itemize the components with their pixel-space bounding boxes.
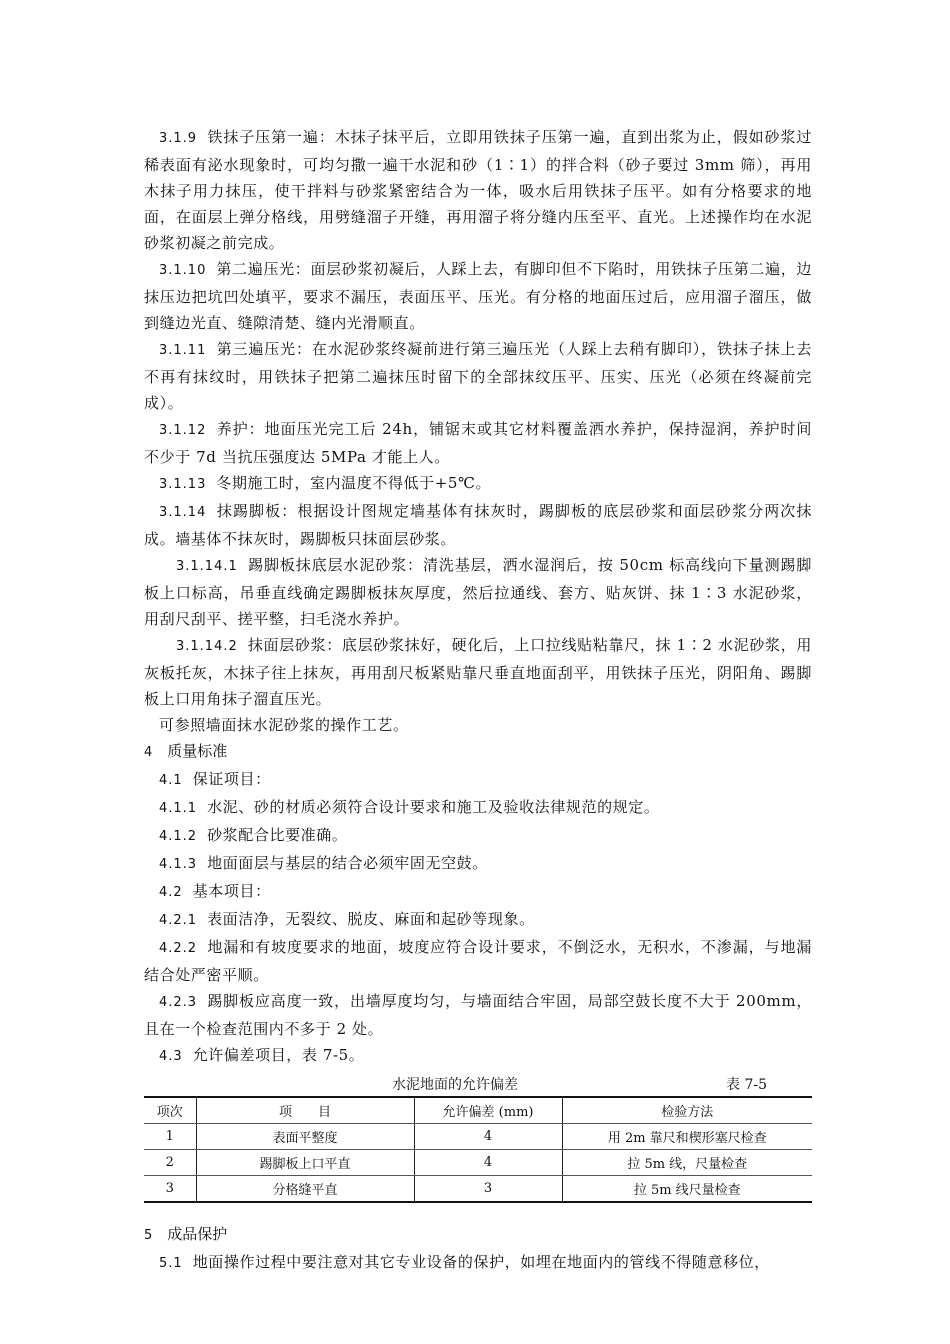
paragraph-3-1-14-1 [144,552,812,632]
header-cell: 允许偏差 (mm) [414,1097,562,1124]
section-title: 质量标准 [167,742,228,760]
clause-text: 踢脚板抹底层水泥砂浆：清洗基层，洒水湿润后，按 50cm 标高线向下量测踢脚板上口标高，吊垂直线确定踢脚板抹灰厚度，然后拉通线、套方、贴灰饼、抹 1∶3 水泥砂浆，用刮尺刮平、搓平整，扫毛浇水养护。 [144,556,812,628]
clause-text: 冬期施工时，室内温度不得低于+5℃。 [216,474,492,492]
header-cell: 检验方法 [562,1097,812,1124]
clause-number: 4.2.3 [159,995,198,1010]
section-number: 4 [144,745,154,760]
clause-number: 3.1.11 [159,343,207,358]
clause-text: 砂浆配合比要准确。 [207,826,348,844]
clause-text: 地漏和有坡度要求的地面，坡度应符合设计要求，不倒泛水，无积水，不渗漏，与地漏结合处严密平顺。 [144,938,812,984]
clause-text: 踢脚板应高度一致，出墙厚度均匀，与墙面结合牢固，局部空鼓长度不大于 200mm，且在一个检查范围内不多于 2 处。 [144,992,812,1038]
clause-number: 5.1 [159,1256,183,1271]
clause-number: 3.1.14.1 [176,559,238,574]
table-row [144,1150,812,1176]
table-cell: 分格缝平直 [196,1176,414,1203]
clause-number: 3.1.13 [159,477,207,492]
paragraph-3-1-10 [144,256,812,336]
table-label: 表 7-5 [726,1077,767,1093]
table-title: 水泥地面的允许偏差 [392,1077,518,1093]
clause-number: 4.2 [159,885,183,900]
paragraph-3-1-13 [144,470,812,498]
table-cell: 踢脚板上口平直 [196,1150,414,1176]
item-4-3 [144,1042,812,1070]
section-title: 成品保护 [167,1225,228,1243]
tolerance-table [144,1096,812,1203]
table-caption [144,1072,812,1096]
clause-text: 地面面层与基层的结合必须牢固无空鼓。 [207,854,488,872]
paragraph-3-1-14 [144,498,812,552]
clause-text: 保证项目： [192,770,271,788]
item-4-1 [144,766,812,794]
item-4-2 [144,878,812,906]
document-page [144,124,812,1277]
item-4-2-2 [144,934,812,988]
table-cell: 2 [144,1150,196,1176]
clause-number: 4.3 [159,1049,183,1064]
item-4-2-1 [144,906,812,934]
table-cell: 用 2m 靠尺和楔形塞尺检查 [562,1124,812,1150]
table-cell: 表面平整度 [196,1124,414,1150]
table-cell: 3 [144,1176,196,1203]
clause-text: 养护：地面压光完工后 24h，铺锯末或其它材料覆盖洒水养护，保持湿润，养护时间不少于 7d 当抗压强度达 5MPa 才能上人。 [144,420,812,466]
table-cell: 3 [414,1176,562,1203]
item-4-1-3 [144,850,812,878]
clause-text: 水泥、砂的材质必须符合设计要求和施工及验收法律规范的规定。 [207,798,660,816]
table-row [144,1124,812,1150]
table-cell: 1 [144,1124,196,1150]
clause-number: 4.1.2 [159,829,198,844]
table-cell: 4 [414,1124,562,1150]
clause-text: 第三遍压光：在水泥砂浆终凝前进行第三遍压光（人踩上去稍有脚印），铁抹子抹上去不再有抹纹时，用铁抹子把第二遍抹压时留下的全部抹纹压平、压实、压光（必须在终凝前完成）。 [144,340,812,412]
header-cell: 项次 [144,1097,196,1124]
clause-text: 抹踢脚板：根据设计图规定墙基体有抹灰时，踢脚板的底层砂浆和面层砂浆分两次抹成。墙基体不抹灰时，踢脚板只抹面层砂浆。 [144,502,812,548]
clause-number: 3.1.12 [159,423,207,438]
clause-text: 基本项目： [192,882,271,900]
item-4-1-2 [144,822,812,850]
paragraph-3-1-12 [144,416,812,470]
section-number: 5 [144,1228,154,1243]
paragraph-3-1-11 [144,336,812,416]
item-4-1-1 [144,794,812,822]
clause-text: 允许偏差项目，表 7-5。 [192,1046,365,1064]
item-5-1 [144,1249,812,1277]
clause-text: 抹面层砂浆：底层砂浆抹好，硬化后，上口拉线贴粘靠尺，抹 1∶2 水泥砂浆，用灰板托灰，木抹子往上抹灰，再用刮尺板紧贴靠尺垂直地面刮平，用铁抹子压光，阴阳角、踢脚板上口用角抹子溜直压光。 [144,636,812,708]
clause-text: 铁抹子压第一遍：木抹子抹平后，立即用铁抹子压第一遍，直到出浆为止，假如砂浆过稀表面有泌水现象时，可均匀撒一遍干水泥和砂（1∶1）的拌合料（砂子要过 3mm 筛），再用木抹子用力抹压，使干拌料与砂浆紧密结合为一体，吸水后用铁抹子压平。如有分格要求的地面，在面层上弹分格线，用劈缝溜子开缝，再用溜子将分缝内压至平、直光。上述操作均在水泥砂浆初凝之前完成。 [144,128,812,252]
clause-number: 4.1.1 [159,801,198,816]
paragraph-3-1-14-2 [144,632,812,712]
clause-number: 4.1 [159,773,183,788]
spacer [144,1203,812,1221]
table-row [144,1176,812,1203]
header-cell: 项 目 [196,1097,414,1124]
table-cell: 拉 5m 线，尺量检查 [562,1150,812,1176]
note-paragraph: 可参照墙面抹水泥砂浆的操作工艺。 [159,716,409,734]
clause-number: 3.1.14.2 [176,639,238,654]
clause-text: 第二遍压光：面层砂浆初凝后，人踩上去，有脚印但不下陷时，用铁抹子压第二遍，边抹压边把坑凹处填平，要求不漏压，表面压平、压光。有分格的地面压过后，应用溜子溜压，做到缝边光直、缝隙清楚、缝内光滑顺直。 [144,260,812,332]
clause-text: 表面洁净，无裂纹、脱皮、麻面和起砂等现象。 [207,910,535,928]
table-header-row [144,1097,812,1124]
clause-number: 3.1.14 [159,505,207,520]
clause-number: 3.1.10 [159,263,207,278]
clause-number: 4.2.2 [159,941,198,956]
section-heading-5 [144,1221,812,1249]
clause-number: 4.1.3 [159,857,198,872]
item-4-2-3 [144,988,812,1042]
table-cell: 拉 5m 线尺量检查 [562,1176,812,1203]
paragraph-3-1-9 [144,124,812,256]
table-cell: 4 [414,1150,562,1176]
section-heading-4 [144,738,812,766]
clause-number: 3.1.9 [159,131,198,146]
clause-number: 4.2.1 [159,913,198,928]
clause-text: 地面操作过程中要注意对其它专业设备的保护，如埋在地面内的管线不得随意移位， [192,1253,770,1271]
